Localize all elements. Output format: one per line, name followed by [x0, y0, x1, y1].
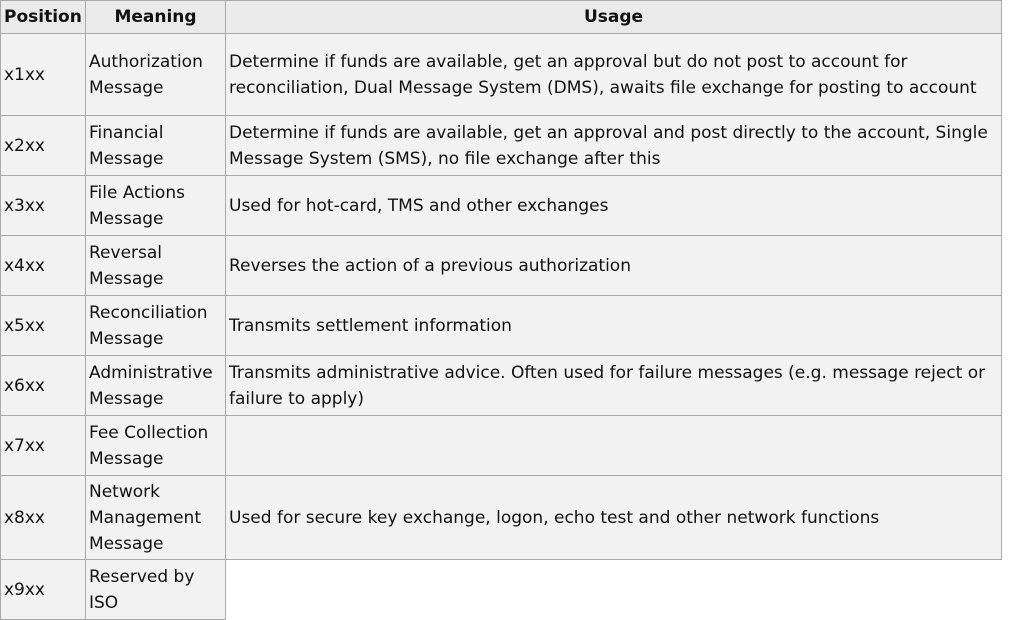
table-row: [1, 176, 1002, 236]
cell-position: x4xx: [1, 236, 86, 296]
cell-position: x8xx: [1, 476, 86, 560]
cell-usage: Transmits administrative advice. Often used for failure messages (e.g. message reject or failure to apply): [226, 356, 1002, 416]
cell-usage: Transmits settlement information: [226, 296, 1002, 356]
table-row: [1, 296, 1002, 356]
cell-position: x5xx: [1, 296, 86, 356]
table-row: [1, 476, 1002, 560]
cell-position: x7xx: [1, 416, 86, 476]
header-position: Position: [1, 1, 86, 34]
cell-meaning: Reserved by ISO: [86, 560, 226, 620]
cell-meaning: Administrative Message: [86, 356, 226, 416]
header-usage: Usage: [226, 1, 1002, 34]
table-row: [1, 236, 1002, 296]
cell-usage: Used for hot-card, TMS and other exchanges: [226, 176, 1002, 236]
cell-meaning: Fee Collection Message: [86, 416, 226, 476]
cell-usage: Used for secure key exchange, logon, echo test and other network functions: [226, 476, 1002, 560]
header-meaning: Meaning: [86, 1, 226, 34]
table-row: [1, 116, 1002, 176]
table-header-row: [1, 1, 1002, 34]
cell-usage: Determine if funds are available, get an approval but do not post to account for reconciliation, Dual Message System (DMS), awaits file exchange for posting to account: [226, 34, 1002, 116]
cell-meaning: Reversal Message: [86, 236, 226, 296]
cell-position: x1xx: [1, 34, 86, 116]
cell-position: x2xx: [1, 116, 86, 176]
cell-meaning: Financial Message: [86, 116, 226, 176]
table-row: [1, 560, 1002, 620]
table-row: [1, 356, 1002, 416]
cell-meaning: Network Management Message: [86, 476, 226, 560]
cell-usage: [226, 560, 1002, 620]
table-row: [1, 34, 1002, 116]
cell-position: x3xx: [1, 176, 86, 236]
cell-usage: Determine if funds are available, get an approval and post directly to the account, Single Message System (SMS), no file exchange after this: [226, 116, 1002, 176]
cell-meaning: Authorization Message: [86, 34, 226, 116]
cell-position: x9xx: [1, 560, 86, 620]
cell-usage: [226, 416, 1002, 476]
cell-position: x6xx: [1, 356, 86, 416]
cell-meaning: File Actions Message: [86, 176, 226, 236]
table-row: [1, 416, 1002, 476]
cell-usage: Reverses the action of a previous authorization: [226, 236, 1002, 296]
cell-meaning: Reconciliation Message: [86, 296, 226, 356]
